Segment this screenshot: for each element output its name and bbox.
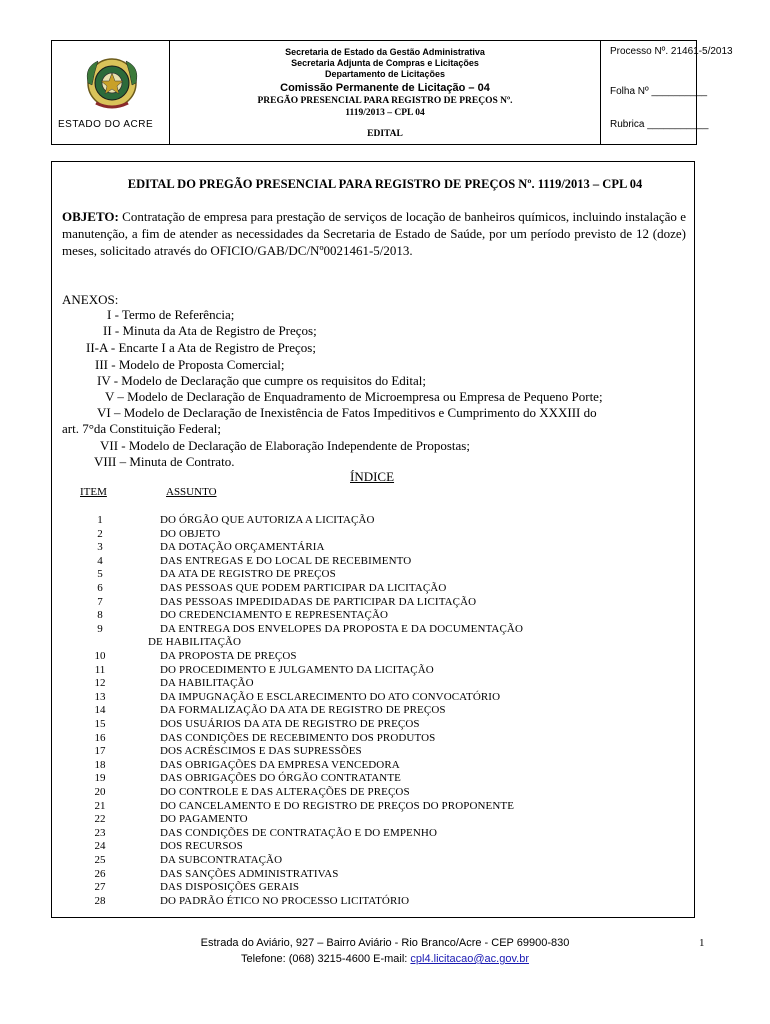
annex-item: VII - Modelo de Declaração de Elaboração Independente de Propostas; [100,438,470,453]
annex-item: art. 7°da Constituição Federal; [62,421,221,436]
logo-caption: ESTADO DO ACRE [58,119,154,130]
index-column-item: ITEM [80,486,107,498]
index-item-number: 25 [94,854,106,866]
index-item-number: 26 [94,867,106,880]
footer-contact [0,953,770,965]
index-item-number: 6 [97,582,103,594]
index-item-number: 8 [97,609,103,622]
index-item-number: 4 [97,554,103,567]
index-item-subject: DO CONTROLE E DAS ALTERAÇÕES DE PREÇOS [160,786,410,798]
index-item-subject: DAS OBRIGAÇÕES DA EMPRESA VENCEDORA [160,758,400,771]
index-item-subject: DO ÓRGÃO QUE AUTORIZA A LICITAÇÃO [160,514,375,526]
document-header [51,40,733,145]
header-control-cell [601,41,733,144]
index-item-subject: DA PROPOSTA DE PREÇOS [160,650,297,662]
index-item-subject: DA SUBCONTRATAÇÃO [160,854,283,866]
index-item-subject: DOS RECURSOS [160,840,243,853]
object-text: Contratação de empresa para prestação de serviços de locação de banheiros químicos, incluindo instalação e manutenção, a fim de atender as necessidades da Secretaria de Estado de Saúde, por um período previsto de 12 (doze) meses, solicitado através do OFICIO/GAB/DC/Nº0021461-5/2013. [62,209,686,258]
header-logo-cell [52,41,170,144]
index-item-number: 20 [94,786,106,798]
index-item-subject: DAS CONDIÇÕES DE CONTRATAÇÃO E DO EMPENHO [160,826,438,839]
index-item-subject: DO CANCELAMENTO E DO REGISTRO DE PREÇOS DO PROPONENTE [160,799,515,812]
index-item-subject: DA HABILITAÇÃO [160,677,254,690]
index-item-number: 16 [94,731,106,744]
index-item-number: 13 [94,690,106,703]
index-item-subject: DE HABILITAÇÃO [148,636,242,649]
index-item-subject: DO PAGAMENTO [160,813,248,826]
index-item-number: 11 [94,663,106,676]
index-item-number: 2 [97,527,103,540]
index-item-number: 28 [94,894,106,907]
index-item-number: 24 [94,840,106,853]
index-item-subject: DAS OBRIGAÇÕES DO ÓRGÃO CONTRATANTE [160,772,401,785]
annex-item: VIII – Minuta de Contrato. [94,454,235,469]
index-item-number: 5 [97,568,103,581]
document-title: EDITAL DO PREGÃO PRESENCIAL PARA REGISTRO DE PREÇOS Nº. 1119/2013 – CPL 04 [127,177,643,191]
annex-item: II-A - Encarte I a Ata de Registro de Preços; [86,340,316,355]
index-item-number: 19 [94,772,106,785]
header-title-cell [170,41,601,144]
index-item-number: 10 [94,650,106,662]
index-item-subject: DAS CONDIÇÕES DE RECEBIMENTO DOS PRODUTOS [160,731,436,744]
index-item-subject: DO CREDENCIAMENTO E REPRESENTAÇÃO [160,609,389,622]
index-item-subject: DO OBJETO [160,527,221,540]
index-item-subject: DA ENTREGA DOS ENVELOPES DA PROPOSTA E DA DOCUMENTAÇÃO [160,622,524,635]
state-coat-of-arms-icon [82,55,142,113]
footer-address: Estrada do Aviário, 927 – Bairro Aviário - Rio Branco/Acre - CEP 69900-830 [200,937,570,949]
annex-item: II - Minuta da Ata de Registro de Preços; [103,323,317,338]
index-item-number: 14 [94,704,106,717]
index-item-subject: DOS USUÁRIOS DA ATA DE REGISTRO DE PREÇOS [160,718,420,730]
index-item-number: 22 [94,813,106,826]
process-number: Processo Nº. 21461-5/2013 [610,46,733,57]
annex-item: VI – Modelo de Declaração de Inexistência de Fatos Impeditivos e Cumprimento do XXXIII do [97,405,597,420]
index-item-number: 3 [97,541,103,554]
edital-label: EDITAL [367,129,403,139]
index-item-subject: DA DOTAÇÃO ORÇAMENTÁRIA [160,541,325,554]
annex-item: III - Modelo de Proposta Comercial; [95,357,285,372]
adjunct-secretariat-line: Secretaria Adjunta de Compras e Licitações [291,58,479,68]
object-paragraph [62,208,686,259]
index-item-number: 27 [94,881,106,894]
index-item-number: 18 [94,758,106,771]
index-item-subject: DAS PESSOAS QUE PODEM PARTICIPAR DA LICITAÇÃO [160,582,447,594]
index-item-subject: DA IMPUGNAÇÃO E ESCLARECIMENTO DO ATO CONVOCATÓRIO [160,690,501,703]
index-item-subject: DO PROCEDIMENTO E JULGAMENTO DA LICITAÇÃO [160,663,434,676]
index-item-number: 1 [97,514,103,526]
initials-field: Rubrica ___________ [610,119,709,130]
index-item-number: 17 [94,745,106,758]
index-item-subject: DOS ACRÉSCIMOS E DAS SUPRESSÕES [160,745,362,758]
index-item-number: 15 [94,718,106,730]
page-number: 1 [699,937,705,949]
annex-item: V – Modelo de Declaração de Enquadramento de Microempresa ou Empresa de Pequeno Porte; [105,389,603,404]
annex-item: IV - Modelo de Declaração que cumpre os requisitos do Edital; [97,373,426,388]
index-item-subject: DAS ENTREGAS E DO LOCAL DE RECEBIMENTO [160,554,412,567]
index-item-subject: DAS SANÇÕES ADMINISTRATIVAS [160,867,339,880]
footer-phone: Telefone: (068) 3215-4600 E-mail: [241,953,411,965]
sheet-number-field: Folha Nº __________ [610,86,708,97]
index-title: ÍNDICE [350,469,395,484]
pregao-line-1: PREGÃO PRESENCIAL PARA REGISTRO DE PREÇOS Nº. [257,96,513,106]
annexes-title: ANEXOS: [62,292,119,307]
index-item-number: 21 [94,799,106,812]
index-item-subject: DAS PESSOAS IMPEDIDADAS DE PARTICIPAR DA LICITAÇÃO [160,595,477,608]
index-item-subject: DA FORMALIZAÇÃO DA ATA DE REGISTRO DE PREÇOS [160,704,446,717]
index-item-number: 7 [97,595,103,608]
index-item-number: 12 [94,677,106,690]
index-item-subject: DA ATA DE REGISTRO DE PREÇOS [160,568,336,581]
index-item-subject: DO PADRÃO ÉTICO NO PROCESSO LICITATÓRIO [160,894,410,907]
index-item-number: 9 [97,622,103,635]
footer-email-link[interactable]: cpl4.licitacao@ac.gov.br [410,953,529,965]
object-label: OBJETO: [62,209,119,224]
annex-item: I - Termo de Referência; [107,307,235,322]
pregao-line-2: 1119/2013 – CPL 04 [345,108,425,118]
index-item-subject: DAS DISPOSIÇÕES GERAIS [160,881,300,894]
index-item-number: 23 [94,826,106,839]
commission-line: Comissão Permanente de Licitação – 04 [280,82,490,94]
department-line: Departamento de Licitações [324,69,446,79]
index-column-subject: ASSUNTO [166,486,217,498]
secretariat-line: Secretaria de Estado da Gestão Administrativa [285,47,485,57]
